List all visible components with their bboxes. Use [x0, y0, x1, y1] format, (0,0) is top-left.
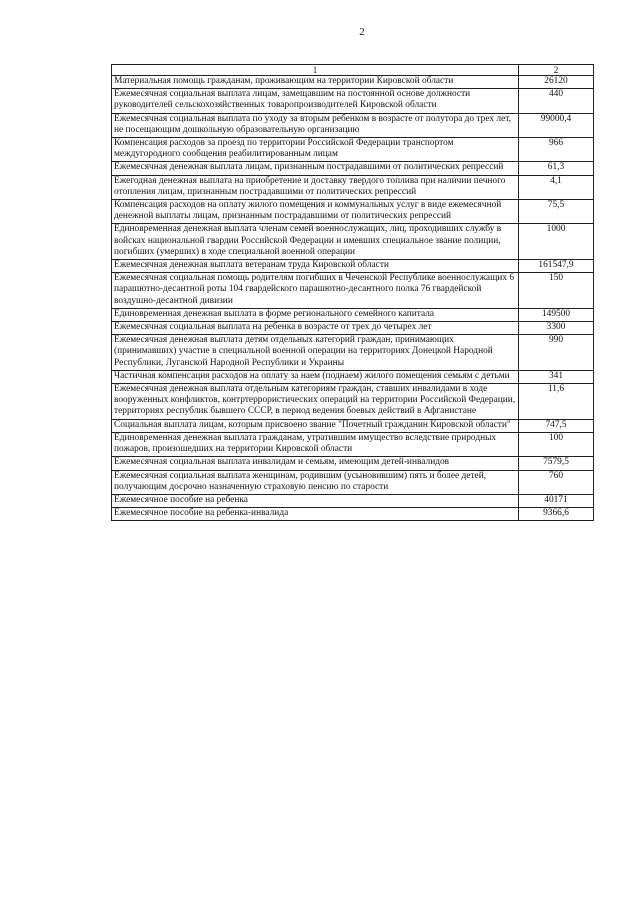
table-row — [112, 89, 594, 113]
payment-amount: 150 — [519, 273, 594, 309]
table-row — [112, 138, 594, 162]
payment-description: Материальная помощь гражданам, проживающим на территории Кировской области — [112, 76, 519, 89]
payment-description: Ежемесячная денежная выплата лицам, признанным пострадавшими от политических репрессий — [112, 162, 519, 175]
table-row — [112, 175, 594, 199]
payment-amount: 440 — [519, 89, 594, 113]
payment-description: Ежемесячное пособие на ребенка — [112, 494, 519, 507]
payment-amount: 161547,9 — [519, 260, 594, 273]
table-row — [112, 322, 594, 335]
payment-description: Единовременная денежная выплата членам семей военнослужащих, лиц, проходивших службу в войсках национальной гвардии Российской Федерации и имевших специальное звание полиции, погибших (умерших) в ходе специальной военной операции — [112, 224, 519, 260]
table-row — [112, 113, 594, 137]
payment-description: Социальная выплата лицам, которым присвоено звание "Почетный гражданин Кировской области" — [112, 419, 519, 432]
payment-description: Ежемесячная денежная выплата детям отдельных категорий граждан, принимающих (принимавших) участие в специальной военной операции на территориях Донецкой Народной Республики, Луганской Народной Республики и Украины — [112, 335, 519, 371]
payment-description: Ежемесячная социальная выплата инвалидам и семьям, имеющим детей-инвалидов — [112, 457, 519, 470]
payment-amount: 149500 — [519, 308, 594, 321]
table-row — [112, 260, 594, 273]
payment-description: Единовременная денежная выплата гражданам, утратившим имущество вследствие природных пожаров, произошедших на территории Кировской области — [112, 432, 519, 456]
payment-amount: 966 — [519, 138, 594, 162]
column-header-2: 2 — [519, 65, 594, 76]
table-row — [112, 494, 594, 507]
payment-description: Компенсация расходов на оплату жилого помещения и коммунальных услуг в виде ежемесячной денежной выплаты лицам, признанным пострадавшими от политических репрессий — [112, 200, 519, 224]
payment-amount: 747,5 — [519, 419, 594, 432]
payment-description: Ежемесячная социальная помощь родителям погибших в Чеченской Республике военнослужащих 6 парашютно-десантной роты 104 гвардейского парашютно-десантного полка 76 гвардейской воздушно-десантной дивизии — [112, 273, 519, 309]
table-row — [112, 370, 594, 383]
payment-amount: 4,1 — [519, 175, 594, 199]
payment-amount: 341 — [519, 370, 594, 383]
payment-description: Единовременная денежная выплата в форме регионального семейного капитала — [112, 308, 519, 321]
payment-amount: 11,6 — [519, 384, 594, 420]
table-row — [112, 432, 594, 456]
table-row — [112, 419, 594, 432]
table-row — [112, 200, 594, 224]
payment-description: Ежемесячная денежная выплата ветеранам труда Кировской области — [112, 260, 519, 273]
payments-table — [111, 64, 594, 521]
table-row — [112, 457, 594, 470]
payment-amount: 990 — [519, 335, 594, 371]
payment-amount: 100 — [519, 432, 594, 456]
table-row — [112, 76, 594, 89]
payment-amount: 1000 — [519, 224, 594, 260]
table-row — [112, 470, 594, 494]
payment-amount: 7579,5 — [519, 457, 594, 470]
payment-amount: 61,3 — [519, 162, 594, 175]
payment-amount: 75,5 — [519, 200, 594, 224]
payment-description: Ежемесячная социальная выплата лицам, замещавшим на постоянной основе должности руководителей сельскохозяйственных товаропроизводителей Кировской области — [112, 89, 519, 113]
payment-description: Компенсация расходов за проезд по территории Российской Федерации транспортом междугородного сообщения реабилитированным лицам — [112, 138, 519, 162]
payment-amount: 99000,4 — [519, 113, 594, 137]
page-number: 2 — [359, 26, 365, 38]
table-row — [112, 508, 594, 521]
table-row — [112, 162, 594, 175]
payment-description: Ежегодная денежная выплата на приобретение и доставку твердого топлива при наличии печного отопления лицам, признанным пострадавшими от политических репрессий — [112, 175, 519, 199]
payment-description: Ежемесячная денежная выплата отдельным категориям граждан, ставших инвалидами в ходе вооруженных конфликтов, контртеррористических операций на территории Российской Федерации, территориях республик бывшего СССР, в период ведения боевых действий в Афганистане — [112, 384, 519, 420]
table-row — [112, 384, 594, 420]
payment-description: Ежемесячная социальная выплата на ребенка в возрасте от трех до четырех лет — [112, 322, 519, 335]
payment-description: Частичная компенсация расходов на оплату за наем (поднаем) жилого помещения семьям с детьми — [112, 370, 519, 383]
table-row — [112, 224, 594, 260]
table-row — [112, 273, 594, 309]
table-row — [112, 308, 594, 321]
table-row — [112, 335, 594, 371]
payment-description: Ежемесячная социальная выплата женщинам, родившим (усыновившим) пять и более детей, получающим досрочно назначенную страховую пенсию по старости — [112, 470, 519, 494]
payment-amount: 26120 — [519, 76, 594, 89]
payment-amount: 760 — [519, 470, 594, 494]
payment-amount: 3300 — [519, 322, 594, 335]
payment-description: Ежемесячное пособие на ребенка-инвалида — [112, 508, 519, 521]
payment-amount: 40171 — [519, 494, 594, 507]
table-header-row — [112, 65, 594, 76]
payment-description: Ежемесячная социальная выплата по уходу за вторым ребенком в возрасте от полутора до трех лет, не посещающим дошкольную образовательную организацию — [112, 113, 519, 137]
column-header-1: 1 — [112, 65, 519, 76]
payment-amount: 9366,6 — [519, 508, 594, 521]
